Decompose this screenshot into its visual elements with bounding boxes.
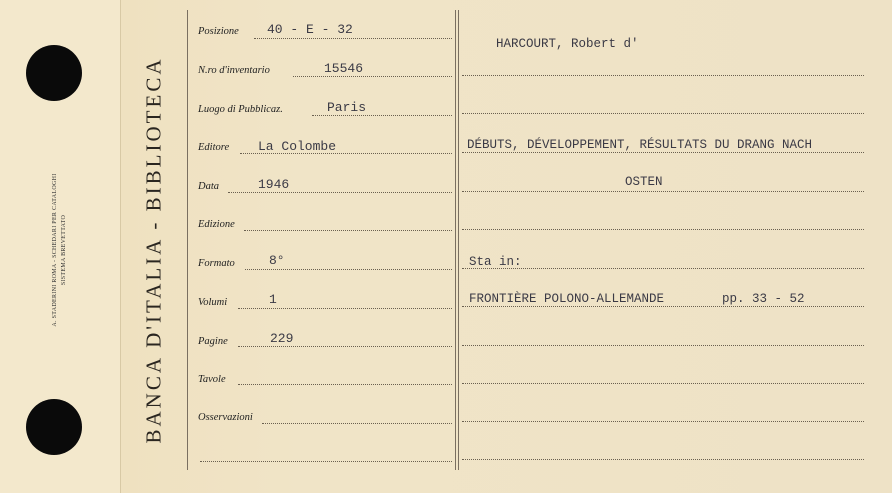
field-line: [262, 423, 452, 424]
field-value: 15546: [324, 61, 364, 76]
field-line: [238, 346, 452, 347]
library-name: BANCA D'ITALIA - BIBLIOTECA: [141, 56, 166, 444]
field-line: [244, 230, 452, 231]
library-banner: [121, 0, 187, 493]
right-line: [462, 306, 864, 307]
field-line: [312, 115, 452, 116]
printer-line-1: A. STADERINI ROMA - SCHEDARI PER CATALOGHI: [52, 173, 58, 327]
right-line: [462, 152, 864, 153]
field-label: Tavole: [198, 374, 226, 385]
field-line: [238, 384, 452, 385]
field-value: 40 - E - 32: [267, 22, 353, 37]
field-label: Osservazioni: [198, 412, 253, 423]
middle-rule-2: [458, 10, 459, 470]
field-value: 229: [270, 331, 294, 346]
field-value: La Colombe: [258, 139, 337, 154]
right-line: [462, 345, 864, 346]
in-label: Sta in:: [469, 255, 522, 269]
field-label: Volumi: [198, 297, 228, 308]
field-line: [293, 76, 452, 77]
field-label: Editore: [198, 142, 230, 153]
title-line-1: DÉBUTS, DÉVELOPPEMENT, RÉSULTATS DU DRANG NACH: [467, 138, 813, 152]
right-line: [462, 421, 864, 422]
field-line: [228, 192, 452, 193]
field-label: Data: [198, 181, 219, 192]
field-label: N.ro d'inventario: [198, 65, 270, 76]
source-pages: pp. 33 - 52: [722, 292, 805, 306]
field-label: Pagine: [198, 336, 228, 347]
middle-rule: [455, 10, 456, 470]
title-line-2: OSTEN: [625, 175, 663, 189]
field-line: [238, 308, 452, 309]
left-rule: [187, 10, 188, 470]
extra-line: [200, 461, 452, 462]
right-line: [462, 75, 864, 76]
field-value: 8°: [269, 253, 285, 268]
right-line: [462, 191, 864, 192]
field-label: Luogo di Pubblicaz.: [198, 104, 283, 115]
field-value: Paris: [327, 100, 367, 115]
printer-imprint: [0, 0, 120, 493]
author-heading: HARCOURT, Robert d': [496, 37, 639, 51]
field-value: 1: [269, 292, 277, 307]
right-line: [462, 383, 864, 384]
source-title: FRONTIÈRE POLONO-ALLEMANDE: [469, 292, 665, 306]
field-line: [245, 269, 452, 270]
right-line: [462, 113, 864, 114]
right-line: [462, 268, 864, 269]
field-label: Formato: [198, 258, 235, 269]
field-label: Posizione: [198, 26, 239, 37]
printer-line-2: SISTEMA BREVETTATO: [61, 214, 67, 286]
field-label: Edizione: [198, 219, 235, 230]
right-line: [462, 229, 864, 230]
field-line: [254, 38, 452, 39]
right-line: [462, 459, 864, 460]
field-value: 1946: [258, 177, 290, 192]
